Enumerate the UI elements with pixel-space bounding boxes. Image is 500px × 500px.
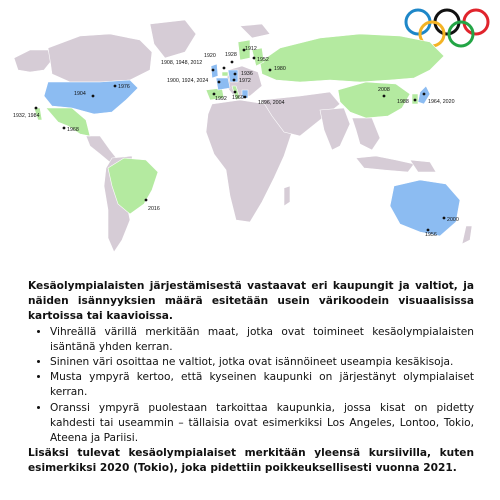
new-guinea (410, 160, 436, 172)
label-la: 1932, 1984 (13, 113, 40, 119)
label-france: 1900, 1924, 2024 (167, 78, 209, 84)
alaska (14, 50, 52, 72)
label-italy: 1960 (232, 95, 244, 101)
label-greece: 1896, 2004 (258, 100, 285, 106)
label-germany: 1936 (241, 71, 253, 77)
bullet-green: • Vihreällä värillä merkitään maat, jotka ovat toimineet kesäolympialaisten isäntänä yhden kerran. (50, 325, 474, 355)
label-australia-a: 2000 (447, 217, 459, 223)
france (216, 78, 230, 90)
label-spain: 1992 (215, 96, 227, 102)
label-1928: 1928 (225, 52, 237, 58)
label-china: 2008 (378, 87, 390, 93)
label-russia: 1980 (274, 66, 286, 72)
canada (48, 34, 152, 82)
outro-paragraph: Lisäksi tulevat kesäolympialaiset merkitään yleensä kursiivilla, kuten esimerkiksi 2020 (Tokio), joka pidettiin poikkeuksellisesti vuonna 2021. (28, 447, 474, 475)
label-australia-b: 1956 (425, 232, 437, 238)
indonesia (356, 156, 414, 172)
label-uk: 1908, 1948, 2012 (161, 60, 203, 66)
greenland (150, 20, 196, 58)
label-korea: 1988 (397, 99, 409, 105)
bullet-black-circle: • Musta ympyrä kertoo, että kyseinen kaupunki on järjestänyt olympialaiset kerran. (50, 370, 474, 400)
label-usa-b: 1976 (118, 84, 130, 90)
label-japan: 1964, 2020 (428, 99, 455, 105)
label-sweden: 1912 (245, 46, 257, 52)
label-usa-a: 1904 (74, 91, 86, 97)
label-brazil: 2016 (148, 206, 160, 212)
label-germany-b: 1972 (239, 78, 251, 84)
description (28, 279, 474, 477)
label-finland: 1952 (257, 57, 269, 63)
arctic-isles (240, 24, 270, 38)
madagascar (284, 186, 290, 206)
new-zealand (462, 226, 472, 244)
bullet-orange-circle: • Oranssi ympyrä puolestaan tarkoittaa kaupunkia, jossa kisat on pidetty kahdesti tai useammin – tällaisia ovat esimerkiksi Los Angeles, Lontoo, Tokio, Ateena ja Pariisi. (50, 401, 474, 447)
india (320, 108, 350, 150)
bullet-blue: • Sininen väri osoittaa ne valtiot, jotka ovat isännöineet useampia kesäkisoja. (50, 355, 474, 370)
label-mexico: 1968 (67, 127, 79, 133)
russia (260, 34, 444, 82)
intro-paragraph: Kesäolympialaisten järjestämisestä vastaavat eri kaupungit ja valtiot, ja näiden isännyyksien määrä esitetään usein värikoodein visuaalisissa kartoissa tai kaavioissa. (28, 280, 474, 323)
netherlands (222, 72, 228, 76)
southeast-asia (352, 118, 380, 150)
label-netherlands: 1920 (204, 53, 216, 59)
australia (390, 180, 460, 236)
legend-list (28, 325, 474, 447)
